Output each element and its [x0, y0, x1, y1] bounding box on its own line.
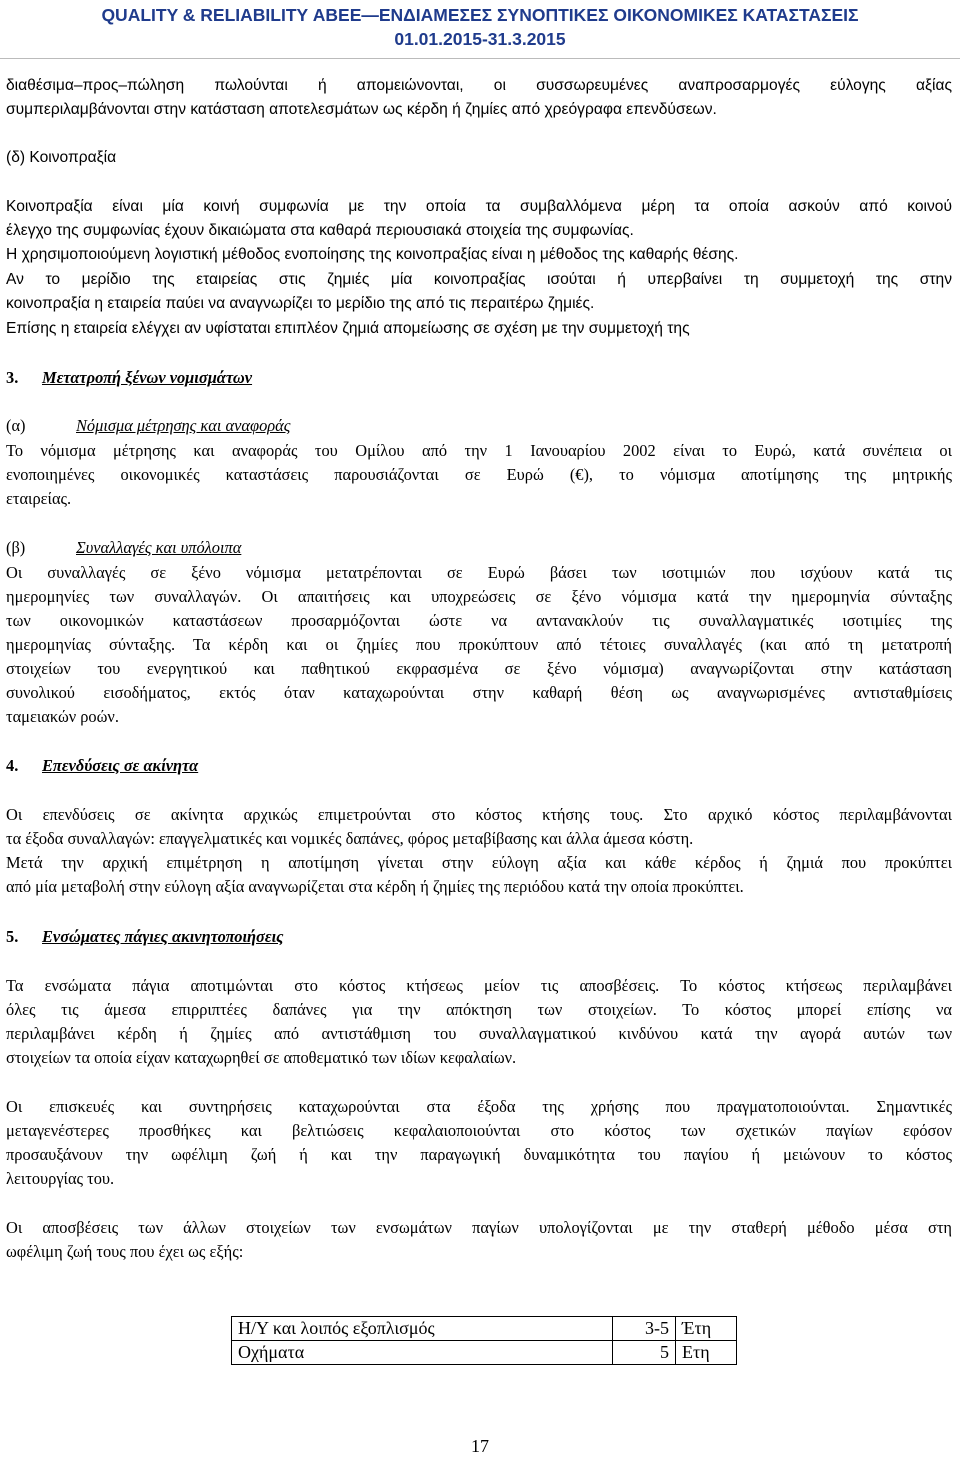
- paragraph-line: Μετά την αρχική επιμέτρηση η αποτίμηση γίνεται στην εύλογη αξία και κάθε κέρδος ή ζημιά που προκύπτει: [6, 853, 952, 872]
- section-title: Ενσώματες πάγιες ακινητοποιήσεις: [42, 927, 284, 946]
- section-5-heading: [6, 925, 952, 949]
- jv-paragraph-line: έλεγχο της συμφωνίας έχουν δικαιώματα στα καθαρά περιουσιακά στοιχεία της συμφωνίας.: [6, 222, 634, 239]
- header-divider: [0, 58, 960, 59]
- section-number: 3.: [6, 368, 19, 387]
- paragraph-line: Οι αποσβέσεις των άλλων στοιχείων των ενσωμάτων παγίων υπολογίζονται με την σταθερή μέθοδο μέσα στη: [6, 1218, 952, 1237]
- paragraph-line: όλες τις άμεσα επιρριπτέες δαπάνες για την απόκτηση των στοιχείων. Το κόστος μπορεί επίσης να: [6, 1000, 952, 1019]
- subsection-b-heading: [6, 536, 952, 560]
- section-4-heading: [6, 754, 952, 778]
- unit-cell: Έτη: [676, 1317, 737, 1341]
- paragraph-line: Οι επενδύσεις σε ακίνητα αρχικώς επιμετρούνται στο κόστος κτήσης τους. Στο αρχικό κόστος περιλαμβάνονται: [6, 805, 952, 824]
- intro-line: συμπεριλαμβάνονται στην κατάσταση αποτελεσμάτων ως κέρδη ή ζημίες από χρεόγραφα επενδύσεων.: [6, 101, 717, 118]
- asset-cell: Οχήματα: [232, 1341, 613, 1365]
- useful-life-table: [231, 1316, 737, 1365]
- paragraph-line: Το νόμισμα μέτρησης και αναφοράς του Ομίλου από την 1 Ιανουαρίου 2002 είναι το Ευρώ, κατά συνέπεια οι: [6, 441, 952, 460]
- paragraph-line: λειτουργίας του.: [6, 1169, 115, 1188]
- jv-paragraph-line: Επίσης η εταιρεία ελέγχει αν υφίσταται επιπλέον ζημιά απομείωσης σε σχέση με την συμμετοχή της: [6, 320, 690, 337]
- paragraph-line: προσαυξάνουν την ωφέλιμη ζωή ή και την παραγωγική δυναμικότητα του παγίου ή μειώνουν το κόστος: [6, 1145, 952, 1164]
- paragraph-line: ωφέλιμη ζωή τους που έχει ως εξής:: [6, 1242, 244, 1261]
- paragraph-line: Οι επισκευές και συντηρήσεις καταχωρούνται στα έξοδα της χρήσης που πραγματοποιούνται. Σημαντικές: [6, 1097, 952, 1116]
- table-row: [232, 1341, 737, 1365]
- paragraph-line: ενοποιημένες οικονομικές καταστάσεις παρουσιάζονται σε Ευρώ (€), το νόμισμα αποτίμησης της μητρικής: [6, 465, 952, 484]
- page-number: 17: [471, 1436, 489, 1456]
- report-header-title: QUALITY & RELIABILITY ΑΒΕΕ—ΕΝΔΙΑΜΕΣΕΣ ΣΥΝΟΠΤΙΚΕΣ ΟΙΚΟΝΟΜΙΚΕΣ ΚΑΤΑΣΤΑΣΕΙΣ: [101, 5, 859, 25]
- section-title: Επενδύσεις σε ακίνητα: [42, 756, 199, 775]
- report-header-period: 01.01.2015-31.3.2015: [394, 29, 566, 49]
- paragraph-line: τα έξοδα συναλλαγών: επαγγελματικές και νομικές δαπάνες, φόρος μεταβίβασης και άλλα άμεσα κόστη.: [6, 829, 694, 848]
- paragraph-line: μεταγενέστερες προσθήκες και βελτιώσεις κεφαλαιοποιούνται στο κόστος των σχετικών παγίων εφόσον: [6, 1121, 952, 1140]
- jv-paragraph-line: Κοινοπραξία είναι μία κοινή συμφωνία με την οποία τα συμβαλλόμενα μέρη τα οποία ασκούν από κοινού: [6, 198, 952, 215]
- paragraph-line: από μία μεταβολή στην εύλογη αξία αναγνωρίζεται στα κέρδη ή ζημίες της περιόδου κατά την οποία προκύπτει.: [6, 877, 744, 896]
- subsection-a-heading: [6, 414, 952, 438]
- jv-paragraph-line: Η χρησιμοποιούμενη λογιστική μέθοδος ενοποίησης της κοινοπραξίας είναι η μέθοδος της καθαρής θέσης.: [6, 246, 739, 263]
- jv-paragraph-line: κοινοπραξία η εταιρεία παύει να αναγνωρίζει το μερίδιο της από τις περαιτέρω ζημιές.: [6, 295, 595, 312]
- unit-cell: Ετη: [676, 1341, 737, 1365]
- paragraph-line: συνολικού εισοδήματος, εκτός όταν καταχωρούνται στην καθαρή θέση ως αναγνωρισμένες αντισταθμίσεις: [6, 683, 952, 702]
- jv-paragraph-line: Αν το μερίδιο της εταιρείας στις ζημιές μία κοινοπραξίας ισούται ή υπερβαίνει τη συμμετοχή της στην: [6, 271, 952, 288]
- subsection-label: (α): [6, 416, 26, 435]
- subsection-label: (β): [6, 538, 26, 557]
- paragraph-line: στοιχείων του ενεργητικού και παθητικού εκφρασμένα σε ξένο νόμισμα) αναγνωρίζονται στην κατάσταση: [6, 659, 952, 678]
- table-row: [232, 1317, 737, 1341]
- years-cell: 3-5: [613, 1317, 676, 1341]
- subsection-title: Νόμισμα μέτρησης και αναφοράς: [76, 416, 291, 435]
- section-number: 4.: [6, 756, 19, 775]
- paragraph-line: Τα ενσώματα πάγια αποτιμώνται στο κόστος κτήσεως μείον τις αποσβέσεις. Το κόστος κτήσεως περιλαμβάνει: [6, 976, 952, 995]
- section-title: Μετατροπή ξένων νομισμάτων: [42, 368, 253, 387]
- intro-line: διαθέσιμα–προς–πώληση πωλούνται ή απομειώνονται, οι συσσωρευμένες αναπροσαρμογές εύλογης αξίας: [6, 77, 952, 94]
- section-3-heading: [6, 366, 952, 390]
- paragraph-line: Οι συναλλαγές σε ξένο νόμισμα μετατρέπονται σε Ευρώ βάσει των ισοτιμιών που ισχύουν κατά τις: [6, 563, 952, 582]
- paragraph-line: στοιχείων τα οποία είχαν καταχωρηθεί σε αποθεματικό των ιδίων κεφαλαίων.: [6, 1048, 517, 1067]
- jv-title: (δ) Κοινοπραξία: [6, 149, 117, 166]
- paragraph-line: ταμειακών ροών.: [6, 707, 119, 726]
- paragraph-line: ημερομηνίας σύνταξης. Τα κέρδη και οι ζημίες που προκύπτουν από τέτοιες συναλλαγές (και από τη μετατροπή: [6, 635, 952, 654]
- asset-cell: Η/Υ και λοιπός εξοπλισμός: [232, 1317, 613, 1341]
- paragraph-line: περιλαμβάνει κέρδη ή ζημίες από αντιστάθμιση του συναλλαγματικού κινδύνου κατά την αγορά αυτών των: [6, 1024, 952, 1043]
- paragraph-line: ημερομηνίες των συναλλαγών. Οι απαιτήσεις και υποχρεώσεις σε ξένο νόμισμα κατά την ημερομηνία σύνταξης: [6, 587, 952, 606]
- paragraph-line: εταιρείας.: [6, 489, 72, 508]
- paragraph-line: των οικονομικών καταστάσεων προσαρμόζονται ώστε να αντανακλούν τις συναλλαγματικές ισοτιμίες της: [6, 611, 952, 630]
- subsection-title: Συναλλαγές και υπόλοιπα: [76, 538, 242, 557]
- years-cell: 5: [613, 1341, 676, 1365]
- section-number: 5.: [6, 927, 19, 946]
